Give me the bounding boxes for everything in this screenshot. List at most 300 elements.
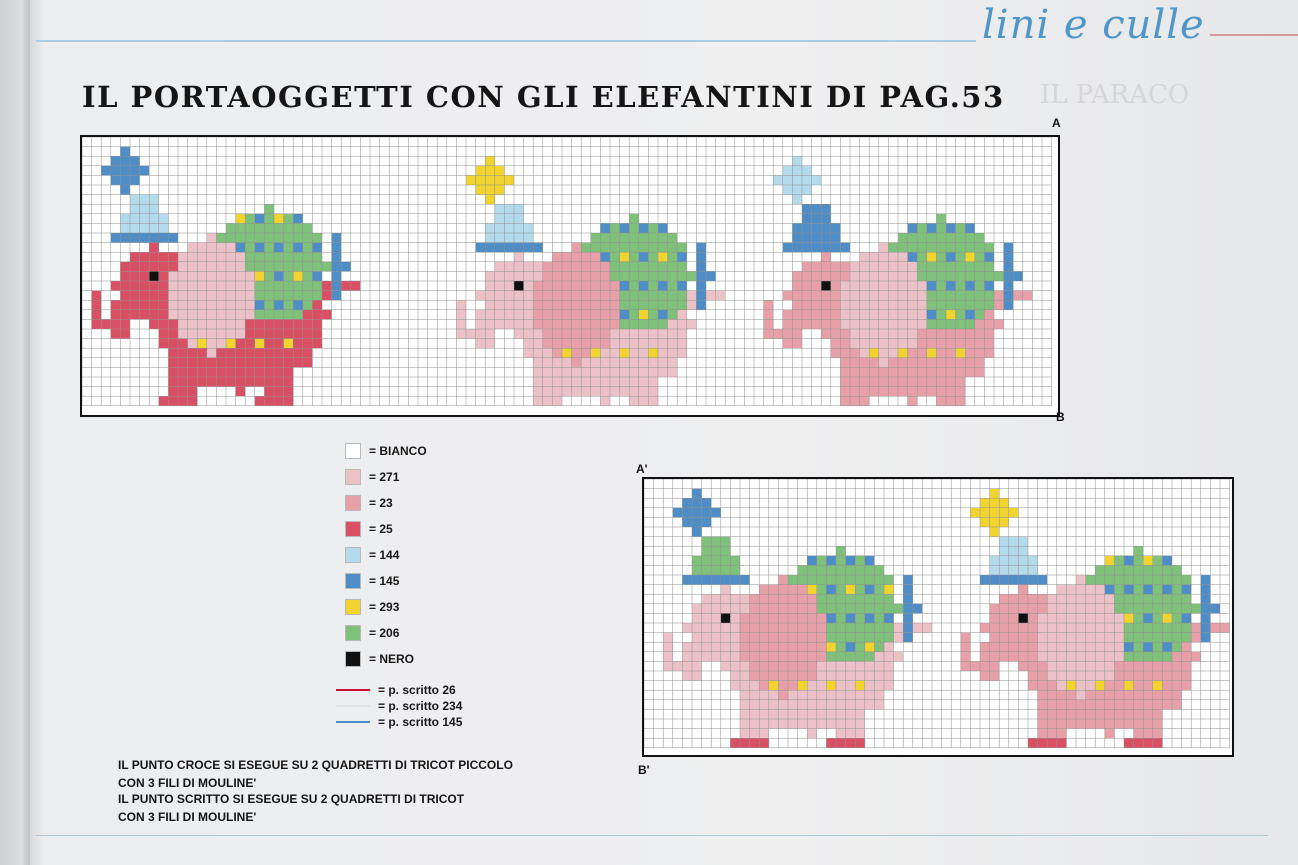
stitch-cell	[692, 575, 702, 585]
stitch-cell	[610, 223, 620, 233]
stitch-cell	[874, 690, 884, 700]
stitch-cell	[778, 604, 788, 614]
stitch-cell	[975, 329, 985, 339]
stitch-cell	[702, 498, 712, 508]
stitch-cell	[610, 329, 620, 339]
stitch-cell	[802, 243, 812, 253]
stitch-cell	[778, 690, 788, 700]
stitch-cell	[721, 661, 731, 671]
stitch-cell	[610, 252, 620, 262]
stitch-cell	[1143, 719, 1153, 729]
stitch-cell	[572, 243, 582, 253]
stitch-cell	[1066, 709, 1076, 719]
stitch-cell	[826, 633, 836, 643]
stitch-cell	[879, 252, 889, 262]
stitch-cell	[812, 262, 822, 272]
stitch-cell	[956, 252, 966, 262]
stitch-cell	[846, 690, 856, 700]
stitch-cell	[140, 310, 150, 320]
stitch-cell	[817, 652, 827, 662]
stitch-cell	[1047, 623, 1057, 633]
stitch-cell	[1134, 671, 1144, 681]
stitch-cell	[1057, 719, 1067, 729]
stitch-cell	[1076, 719, 1086, 729]
stitch-cell	[702, 556, 712, 566]
legend-item	[345, 520, 393, 538]
stitch-cell	[802, 214, 812, 224]
chart-bottom	[642, 477, 1234, 757]
stitch-cell	[1172, 690, 1182, 700]
stitch-cell	[293, 252, 303, 262]
stitch-cell	[620, 339, 630, 349]
stitch-cell	[898, 233, 908, 243]
stitch-cell	[879, 387, 889, 397]
stitch-cell	[226, 319, 236, 329]
stitch-cell	[303, 271, 313, 281]
stitch-cell	[702, 508, 712, 518]
stitch-cell	[817, 565, 827, 575]
stitch-cell	[792, 185, 802, 195]
stitch-cell	[702, 604, 712, 614]
legend-line-label: = p. scritto 145	[378, 715, 463, 729]
stitch-cell	[495, 185, 505, 195]
stitch-cell	[610, 271, 620, 281]
stitch-cell	[1105, 585, 1115, 595]
stitch-cell	[639, 329, 649, 339]
stitch-cell	[600, 358, 610, 368]
stitch-cell	[130, 300, 140, 310]
stitch-cell	[658, 233, 668, 243]
stitch-cell	[975, 310, 985, 320]
stitch-cell	[303, 233, 313, 243]
stitch-cell	[111, 329, 121, 339]
stitch-cell	[332, 281, 342, 291]
stitch-cell	[807, 556, 817, 566]
stitch-cell	[888, 319, 898, 329]
stitch-cell	[1028, 633, 1038, 643]
stitch-cell	[332, 262, 342, 272]
stitch-cell	[591, 310, 601, 320]
stitch-cell	[274, 387, 284, 397]
stitch-cell	[865, 633, 875, 643]
stitch-cell	[312, 310, 322, 320]
stitch-cell	[965, 223, 975, 233]
stitch-cell	[750, 738, 760, 748]
stitch-cell	[178, 339, 188, 349]
stitch-cell	[533, 348, 543, 358]
stitch-cell	[216, 262, 226, 272]
stitch-cell	[817, 690, 827, 700]
stitch-cell	[946, 243, 956, 253]
stitch-cell	[687, 291, 697, 301]
stitch-cell	[303, 223, 313, 233]
stitch-cell	[826, 613, 836, 623]
stitch-cell	[677, 310, 687, 320]
stitch-cell	[1134, 729, 1144, 739]
stitch-cell	[312, 319, 322, 329]
stitch-cell	[980, 623, 990, 633]
stitch-cell	[831, 310, 841, 320]
stitch-cell	[120, 300, 130, 310]
stitch-cell	[792, 195, 802, 205]
stitch-cell	[514, 300, 524, 310]
stitch-cell	[639, 223, 649, 233]
stitch-cell	[840, 329, 850, 339]
stitch-cell	[677, 271, 687, 281]
stitch-cell	[274, 252, 284, 262]
stitch-cell	[1028, 575, 1038, 585]
stitch-cell	[826, 585, 836, 595]
stitch-cell	[884, 642, 894, 652]
stitch-cell	[197, 329, 207, 339]
stitch-cell	[284, 377, 294, 387]
stitch-cell	[1076, 604, 1086, 614]
stitch-cell	[855, 613, 865, 623]
stitch-cell	[322, 310, 332, 320]
stitch-cell	[101, 319, 111, 329]
stitch-cell	[1086, 719, 1096, 729]
legend-item	[345, 494, 393, 512]
stitch-cell	[264, 291, 274, 301]
stitch-cell	[178, 358, 188, 368]
instruction-note: CON 3 FILI DI MOULINE'	[118, 776, 257, 790]
stitch-cell	[648, 243, 658, 253]
stitch-cell	[836, 633, 846, 643]
stitch-cell	[120, 291, 130, 301]
stitch-cell	[600, 291, 610, 301]
stitch-cell	[504, 291, 514, 301]
stitch-cell	[764, 319, 774, 329]
stitch-cell	[812, 281, 822, 291]
stitch-cell	[1066, 594, 1076, 604]
stitch-cell	[1086, 700, 1096, 710]
stitch-cell	[860, 319, 870, 329]
stitch-cell	[798, 709, 808, 719]
stitch-cell	[1086, 585, 1096, 595]
stitch-cell	[826, 719, 836, 729]
stitch-cell	[788, 709, 798, 719]
stitch-cell	[178, 319, 188, 329]
stitch-cell	[730, 652, 740, 662]
stitch-cell	[946, 262, 956, 272]
stitch-cell	[1018, 537, 1028, 547]
stitch-cell	[769, 642, 779, 652]
stitch-cell	[668, 281, 678, 291]
stitch-cell	[1066, 661, 1076, 671]
stitch-cell	[677, 252, 687, 262]
stitch-cell	[1018, 623, 1028, 633]
stitch-cell	[524, 291, 534, 301]
stitch-cell	[572, 329, 582, 339]
stitch-cell	[533, 358, 543, 368]
stitch-cell	[730, 594, 740, 604]
stitch-cell	[1143, 652, 1153, 662]
stitch-cell	[159, 223, 169, 233]
stitch-cell	[1114, 719, 1124, 729]
stitch-cell	[1153, 623, 1163, 633]
stitch-cell	[178, 348, 188, 358]
header-rule	[36, 40, 976, 42]
stitch-cell	[629, 281, 639, 291]
stitch-cell	[1076, 690, 1086, 700]
stitch-cell	[668, 233, 678, 243]
stitch-cell	[812, 243, 822, 253]
stitch-cell	[711, 613, 721, 623]
stitch-cell	[917, 329, 927, 339]
stitch-cell	[130, 262, 140, 272]
stitch-cell	[778, 652, 788, 662]
stitch-cell	[994, 271, 1004, 281]
stitch-cell	[1066, 690, 1076, 700]
stitch-cell	[543, 291, 553, 301]
stitch-cell	[620, 319, 630, 329]
stitch-cell	[788, 681, 798, 691]
stitch-cell	[207, 300, 217, 310]
stitch-cell	[648, 281, 658, 291]
stitch-cell	[788, 594, 798, 604]
stitch-cell	[1086, 661, 1096, 671]
stitch-cell	[1182, 661, 1192, 671]
stitch-cell	[855, 709, 865, 719]
stitch-cell	[581, 291, 591, 301]
stitch-cell	[236, 329, 246, 339]
stitch-cell	[740, 633, 750, 643]
stitch-cell	[846, 565, 856, 575]
stitch-cell	[840, 262, 850, 272]
stitch-cell	[341, 281, 351, 291]
stitch-cell	[990, 623, 1000, 633]
stitch-cell	[865, 652, 875, 662]
stitch-cell	[927, 310, 937, 320]
stitch-cell	[600, 271, 610, 281]
stitch-cell	[1134, 642, 1144, 652]
stitch-cell	[917, 223, 927, 233]
stitch-cell	[927, 329, 937, 339]
stitch-cell	[514, 233, 524, 243]
stitch-cell	[178, 310, 188, 320]
stitch-cell	[821, 233, 831, 243]
stitch-cell	[149, 252, 159, 262]
stitch-cell	[836, 719, 846, 729]
stitch-cell	[1004, 300, 1014, 310]
stitch-cell	[629, 367, 639, 377]
stitch-cell	[658, 339, 668, 349]
stitch-cell	[903, 633, 913, 643]
stitch-cell	[658, 310, 668, 320]
stitch-cell	[1057, 700, 1067, 710]
stitch-cell	[846, 613, 856, 623]
legend-line-item	[336, 713, 462, 731]
stitch-cell	[120, 262, 130, 272]
stitch-cell	[855, 604, 865, 614]
stitch-cell	[168, 348, 178, 358]
stitch-cell	[769, 681, 779, 691]
stitch-cell	[936, 348, 946, 358]
stitch-cell	[1057, 613, 1067, 623]
stitch-cell	[1047, 594, 1057, 604]
stitch-cell	[1105, 681, 1115, 691]
stitch-cell	[730, 633, 740, 643]
stitch-cell	[178, 291, 188, 301]
stitch-cell	[168, 358, 178, 368]
stitch-cell	[552, 348, 562, 358]
stitch-cell	[860, 396, 870, 406]
stitch-cell	[1143, 594, 1153, 604]
stitch-cell	[807, 709, 817, 719]
stitch-cell	[874, 623, 884, 633]
stitch-cell	[956, 281, 966, 291]
stitch-cell	[629, 396, 639, 406]
stitch-cell	[245, 243, 255, 253]
stitch-cell	[908, 339, 918, 349]
stitch-cell	[846, 633, 856, 643]
stitch-cell	[1134, 546, 1144, 556]
stitch-cell	[788, 661, 798, 671]
stitch-cell	[855, 633, 865, 643]
stitch-cell	[485, 271, 495, 281]
stitch-cell	[197, 339, 207, 349]
stitch-cell	[860, 348, 870, 358]
stitch-cell	[1191, 652, 1201, 662]
stitch-cell	[639, 319, 649, 329]
stitch-cell	[990, 642, 1000, 652]
stitch-cell	[168, 271, 178, 281]
stitch-cell	[476, 166, 486, 176]
chart-top-grid	[82, 137, 1058, 415]
stitch-cell	[284, 233, 294, 243]
stitch-cell	[293, 262, 303, 272]
stitch-cell	[769, 585, 779, 595]
stitch-cell	[817, 633, 827, 643]
stitch-cell	[888, 291, 898, 301]
stitch-cell	[1191, 623, 1201, 633]
stitch-cell	[759, 690, 769, 700]
stitch-cell	[552, 291, 562, 301]
stitch-cell	[245, 271, 255, 281]
stitch-cell	[888, 348, 898, 358]
stitch-cell	[1191, 604, 1201, 614]
stitch-cell	[783, 319, 793, 329]
stitch-cell	[721, 594, 731, 604]
legend-label: = 144	[369, 548, 400, 562]
stitch-cell	[965, 358, 975, 368]
instruction-note: IL PUNTO SCRITTO SI ESEGUE SU 2 QUADRETTI DI TRICOT	[118, 792, 465, 806]
stitch-cell	[1162, 585, 1172, 595]
stitch-cell	[980, 652, 990, 662]
stitch-cell	[620, 310, 630, 320]
stitch-cell	[130, 195, 140, 205]
stitch-cell	[812, 214, 822, 224]
stitch-cell	[1105, 556, 1115, 566]
stitch-cell	[990, 652, 1000, 662]
stitch-cell	[1095, 613, 1105, 623]
stitch-cell	[1201, 613, 1211, 623]
stitch-cell	[888, 329, 898, 339]
stitch-cell	[476, 339, 486, 349]
stitch-cell	[850, 329, 860, 339]
stitch-cell	[322, 262, 332, 272]
stitch-cell	[740, 681, 750, 691]
stitch-cell	[956, 348, 966, 358]
stitch-cell	[188, 291, 198, 301]
stitch-cell	[322, 281, 332, 291]
stitch-cell	[673, 508, 683, 518]
stitch-cell	[1009, 537, 1019, 547]
stitch-cell	[1124, 700, 1134, 710]
stitch-cell	[898, 319, 908, 329]
stitch-cell	[984, 271, 994, 281]
stitch-cell	[788, 604, 798, 614]
stitch-cell	[975, 291, 985, 301]
stitch-cell	[1105, 652, 1115, 662]
stitch-cell	[956, 271, 966, 281]
stitch-cell	[255, 243, 265, 253]
stitch-cell	[658, 281, 668, 291]
stitch-cell	[552, 271, 562, 281]
stitch-cell	[836, 565, 846, 575]
stitch-cell	[552, 252, 562, 262]
stitch-cell	[591, 367, 601, 377]
stitch-cell	[836, 690, 846, 700]
stitch-cell	[740, 613, 750, 623]
stitch-cell	[706, 291, 716, 301]
stitch-cell	[485, 233, 495, 243]
stitch-cell	[1066, 623, 1076, 633]
stitch-cell	[740, 690, 750, 700]
stitch-cell	[168, 281, 178, 291]
stitch-cell	[591, 291, 601, 301]
stitch-cell	[1153, 633, 1163, 643]
stitch-cell	[865, 594, 875, 604]
stitch-cell	[226, 252, 236, 262]
stitch-cell	[111, 310, 121, 320]
stitch-cell	[792, 166, 802, 176]
stitch-cell	[629, 348, 639, 358]
stitch-cell	[600, 252, 610, 262]
stitch-cell	[1076, 585, 1086, 595]
stitch-cell	[476, 310, 486, 320]
stitch-cell	[846, 671, 856, 681]
stitch-cell	[927, 387, 937, 397]
stitch-cell	[730, 604, 740, 614]
stitch-cell	[1134, 652, 1144, 662]
stitch-cell	[730, 565, 740, 575]
stitch-cell	[888, 300, 898, 310]
stitch-cell	[629, 214, 639, 224]
stitch-cell	[1124, 594, 1134, 604]
stitch-cell	[245, 319, 255, 329]
stitch-cell	[759, 633, 769, 643]
stitch-cell	[168, 329, 178, 339]
stitch-cell	[620, 367, 630, 377]
stitch-cell	[840, 310, 850, 320]
stitch-cell	[1047, 729, 1057, 739]
stitch-cell	[485, 195, 495, 205]
stitch-cell	[750, 671, 760, 681]
stitch-cell	[562, 387, 572, 397]
stitch-cell	[648, 252, 658, 262]
stitch-cell	[504, 214, 514, 224]
stitch-cell	[264, 348, 274, 358]
stitch-cell	[1210, 604, 1220, 614]
stitch-cell	[1201, 604, 1211, 614]
stitch-cell	[1009, 556, 1019, 566]
stitch-cell	[1172, 633, 1182, 643]
stitch-cell	[600, 329, 610, 339]
stitch-cell	[750, 613, 760, 623]
stitch-cell	[999, 594, 1009, 604]
stitch-cell	[668, 291, 678, 301]
